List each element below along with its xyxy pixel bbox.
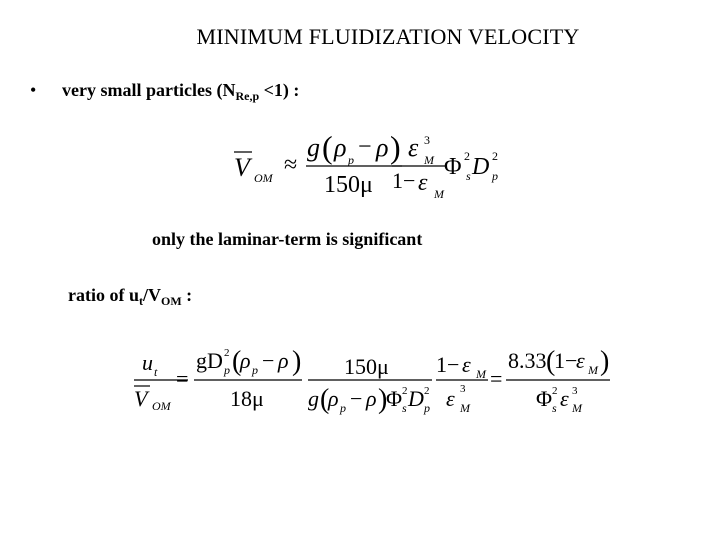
eq2-f2-d-sub: p	[424, 401, 430, 415]
eq1-d: D	[472, 154, 490, 180]
eq1-rho-p: ρ	[334, 133, 347, 162]
condition-tail: <1) :	[259, 80, 300, 100]
eq1-d-sub: p	[492, 169, 498, 183]
eq2-f1-num-exp: 2	[224, 347, 230, 359]
eq1-v-sub: OM	[254, 171, 273, 185]
eq2-f4-eps-sub: M	[588, 363, 598, 377]
ratio-text: ratio of u	[68, 285, 139, 305]
eq1-phi: Φ	[444, 154, 462, 180]
bullet-point: •	[30, 80, 37, 100]
reynolds-subscript: Re,p	[235, 89, 260, 103]
eq2-f2-p: p	[340, 401, 346, 415]
eq1-eps-exp: 3	[424, 133, 430, 147]
eq1-den1: 150μ	[324, 172, 373, 198]
eq1-phi-sub: s	[466, 169, 471, 183]
eq1-approx: ≈	[284, 152, 298, 178]
eq2-f2-minus: −	[350, 386, 363, 411]
eq1-rho: ρ	[376, 133, 389, 162]
vom-subscript: OM	[161, 294, 182, 308]
eq2-f4-rparen: )	[600, 346, 610, 377]
eq2-f3-eps: ε	[462, 352, 471, 377]
eq2-f4-one-minus: 1−	[554, 348, 578, 373]
ratio-mid: /V	[143, 285, 161, 305]
laminar-note: only the laminar-term is significant	[152, 229, 423, 249]
eq1-rho-p-sub: p	[348, 153, 354, 167]
eq2-f2-g: g	[308, 386, 319, 411]
eq1-d-exp: 2	[492, 149, 498, 163]
eq2-f4-den-sub: s	[552, 401, 557, 415]
ratio-line	[68, 285, 192, 309]
eq2-f1-rparen: )	[292, 346, 302, 377]
eq2-f2-rparen: )	[378, 384, 388, 415]
eq2-v-sub: OM	[152, 399, 171, 413]
eq2-f2-d-exp: 2	[424, 385, 430, 397]
eq2-f2-d: D	[408, 386, 424, 411]
eq2-f2-lparen: (	[320, 384, 330, 415]
eq2-f4-den-exp: 2	[552, 385, 558, 397]
eq2-f3-one-minus: 1−	[436, 352, 460, 377]
eq1-g: g	[307, 133, 320, 162]
eq2-f1-num: gD	[196, 348, 223, 373]
eq2-equals-2: =	[490, 366, 503, 391]
eq2-f4-den-eps: ε	[560, 386, 569, 411]
ut-subscript: t	[139, 294, 143, 308]
eq2-f4-num: 8.33	[508, 348, 547, 373]
eq1-eps: ε	[408, 133, 419, 162]
slide-title: MINIMUM FLUIDIZATION VELOCITY	[196, 24, 580, 49]
eq2-f4-den-eps-exp: 3	[572, 385, 578, 397]
eq2-f2-phi-sub: s	[402, 401, 407, 415]
eq2-f1-rho: ρ	[278, 348, 289, 373]
eq1-eps-sub: M	[424, 153, 434, 167]
eq1-phi-exp: 2	[464, 149, 470, 163]
ratio-tail: :	[181, 285, 193, 305]
eq2-f1-rho-p: ρ	[240, 348, 251, 373]
equation-velocity-ratio	[132, 340, 622, 420]
condition-line	[62, 80, 299, 104]
eq2-f4-den-phi: Φ	[536, 386, 553, 411]
eq2-f2-num: 150μ	[344, 354, 389, 379]
eq2-f4-lparen: (	[546, 346, 556, 377]
eq2-f3-den-sub: M	[460, 401, 470, 415]
eq2-f1-lparen: (	[232, 346, 242, 377]
eq1-minus: −	[358, 134, 372, 160]
eq1-v: V	[234, 153, 250, 182]
eq2-f2-phi: Φ	[386, 386, 403, 411]
eq2-f4-eps: ε	[576, 348, 585, 373]
equation-minimum-fluidization-tail	[442, 118, 532, 208]
eq2-f1-num-sub: p	[224, 363, 230, 377]
eq2-u-sub: t	[154, 365, 158, 379]
eq1-den-eps: ε	[418, 170, 428, 196]
eq2-f2-rho: ρ	[366, 386, 377, 411]
eq2-f1-p: p	[252, 363, 258, 377]
eq1-den-eps-sub: M	[434, 187, 444, 201]
eq1-one-minus: 1−	[392, 168, 416, 193]
eq2-f3-eps-sub: M	[476, 367, 486, 381]
eq1-lparen: (	[322, 129, 333, 165]
eq2-v: V	[134, 386, 148, 411]
eq2-f1-den: 18μ	[230, 386, 264, 411]
eq2-f1-minus: −	[262, 348, 275, 373]
eq2-f2-rho-p: ρ	[328, 386, 339, 411]
eq2-f2-phi-exp: 2	[402, 385, 408, 397]
eq2-f3-den-eps: ε	[446, 386, 455, 411]
eq1-rparen: )	[390, 129, 401, 165]
eq2-u: u	[142, 350, 153, 375]
eq2-f3-den-exp: 3	[460, 383, 466, 395]
eq2-equals: =	[176, 366, 189, 391]
eq2-f4-den-eps-sub: M	[572, 401, 582, 415]
condition-text: very small particles (N	[62, 80, 236, 100]
